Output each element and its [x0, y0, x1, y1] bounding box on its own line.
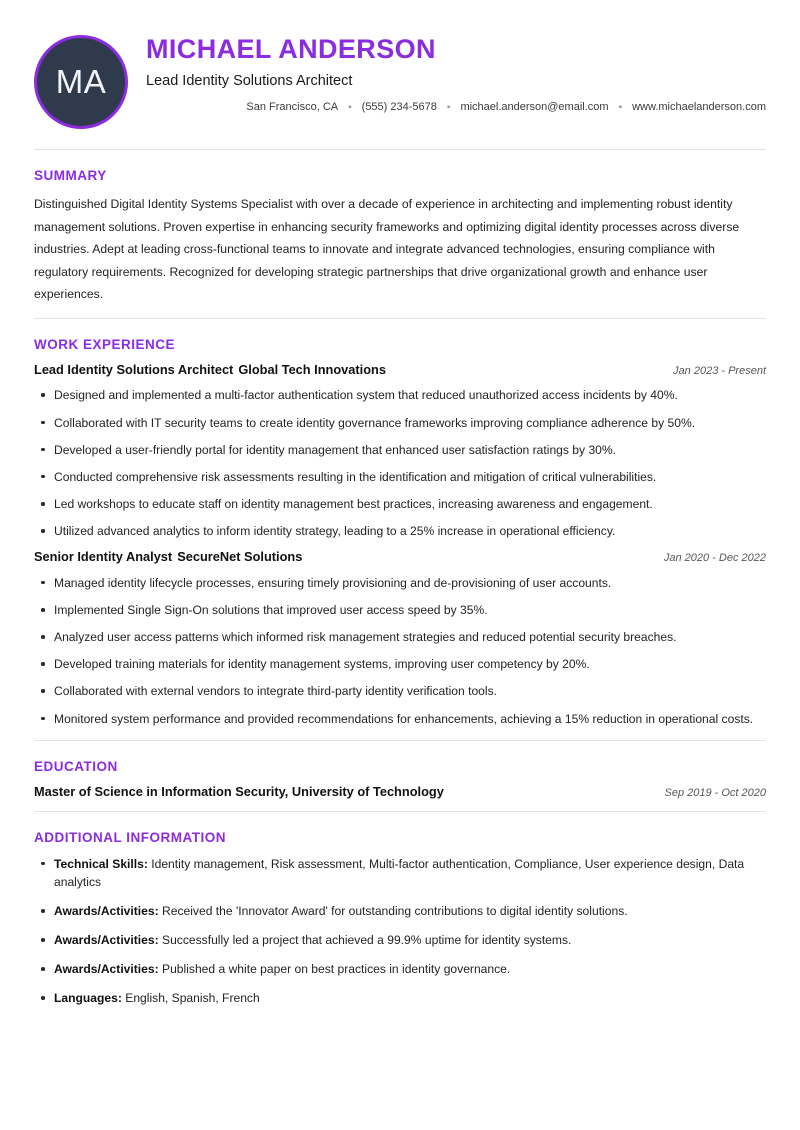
- experience-date-range: Jan 2020 - Dec 2022: [663, 552, 766, 565]
- experience-role: Lead Identity Solutions Architect: [34, 361, 234, 377]
- education-entry-header: [34, 784, 766, 799]
- experience-bullet: Collaborated with external vendors to integrate third-party identity verification tools.: [34, 682, 766, 700]
- contact-separator-icon: ▪: [618, 102, 623, 114]
- experience-company: Global Tech Innovations: [238, 361, 386, 377]
- education-degree: Master of Science in Information Security, University of Technology: [34, 783, 444, 799]
- education-entry: [34, 784, 766, 799]
- experience-bullet: Led workshops to educate staff on identity management best practices, increasing awareness and engagement.: [34, 495, 766, 513]
- additional-info-label: Languages:: [54, 991, 122, 1006]
- additional-info-value: English, Spanish, French: [125, 991, 260, 1006]
- experience-entry-header: [34, 549, 766, 566]
- additional-info-item: [34, 855, 766, 891]
- section-title-summary: SUMMARY: [34, 168, 107, 183]
- experience-date-range: Jan 2023 - Present: [673, 364, 766, 377]
- experience-bullet: Analyzed user access patterns which informed risk management strategies and reduced potential security breaches.: [34, 628, 766, 646]
- contact-separator-icon: ▪: [348, 102, 352, 114]
- education-date-range: Sep 2019 - Oct 2020: [664, 786, 766, 799]
- experience-bullet: Designed and implemented a multi-factor authentication system that reduced unauthorized access incidents by 40%.: [34, 386, 766, 404]
- additional-info-item: [34, 960, 766, 978]
- candidate-name: MICHAEL ANDERSON: [146, 34, 436, 64]
- section-title-additional-information: ADDITIONAL INFORMATION: [34, 829, 226, 845]
- experience-bullet: Managed identity lifecycle processes, ensuring timely provisioning and de-provisioning of user accounts.: [34, 574, 766, 592]
- experience-entry: [34, 549, 766, 727]
- experience-company: SecureNet Solutions: [177, 549, 303, 565]
- additional-info-item: [34, 989, 766, 1007]
- section-work-experience: [34, 319, 766, 728]
- experience-bullet: Implemented Single Sign-On solutions that improved user access speed by 35%.: [34, 601, 766, 619]
- experience-bullet: Collaborated with IT security teams to create identity governance frameworks improving compliance adherence by 50%.: [34, 414, 766, 432]
- contact-email[interactable]: michael.anderson@email.com: [460, 101, 609, 114]
- contact-phone[interactable]: (555) 234-5678: [361, 101, 437, 114]
- experience-bullet: Developed a user-friendly portal for identity management that enhanced user satisfaction ratings by 30%.: [34, 441, 766, 459]
- experience-entry-header: [34, 362, 766, 379]
- experience-bullet-list: [34, 574, 766, 728]
- experience-bullet: Developed training materials for identity management systems, improving user competency by 20%.: [34, 655, 766, 673]
- section-title-work-experience: WORK EXPERIENCE: [34, 336, 176, 352]
- experience-role-company: [34, 362, 400, 379]
- section-title-education: EDUCATION: [34, 758, 118, 774]
- avatar-initials: MA: [55, 63, 107, 100]
- summary-paragraph: Distinguished Digital Identity Systems Specialist with over a decade of experience in architecting and implementing robust identity management solutions. Proven expertise in enhancing security frameworks and optimizing digital identity processes across diverse industries. Adept at leading cross-functional teams to innovate and integrate advanced technologies, ensuring compliance with regulatory requirements. Recognized for developing strategic partnerships that drive organizational growth and enhance user experiences.: [34, 197, 740, 302]
- additional-info-label: Awards/Activities:: [54, 933, 159, 948]
- additional-info-list: [34, 855, 766, 1008]
- candidate-job-title: Lead Identity Solutions Architect: [146, 73, 353, 90]
- contact-website[interactable]: www.michaelanderson.com: [632, 101, 766, 114]
- experience-role: Senior Identity Analyst: [34, 549, 173, 565]
- experience-entry: [34, 362, 766, 540]
- contact-location: San Francisco, CA: [246, 101, 339, 114]
- additional-info-label: Technical Skills:: [54, 856, 148, 871]
- experience-role-company: [34, 549, 316, 566]
- section-summary: [34, 150, 766, 306]
- avatar: [34, 35, 128, 129]
- additional-info-label: Awards/Activities:: [54, 904, 159, 919]
- additional-info-value: Published a white paper on best practices in identity governance.: [162, 962, 511, 977]
- experience-bullet-list: [34, 386, 766, 540]
- additional-info-label: Awards/Activities:: [54, 962, 159, 977]
- resume-header: [34, 30, 766, 137]
- section-education: [34, 741, 766, 799]
- contact-separator-icon: ▪: [446, 102, 451, 114]
- additional-info-value: Identity management, Risk assessment, Multi-factor authentication, Compliance, User experience design, Data analytics: [54, 856, 745, 889]
- additional-info-item: [34, 931, 766, 949]
- experience-bullet: Conducted comprehensive risk assessments resulting in the identification and mitigation of critical vulnerabilities.: [34, 468, 766, 486]
- section-additional-information: [34, 812, 766, 1008]
- contact-info-row: [146, 100, 766, 115]
- additional-info-value: Received the 'Innovator Award' for outstanding contributions to digital identity solutions.: [162, 904, 628, 919]
- header-text-block: [128, 30, 766, 116]
- additional-info-item: [34, 902, 766, 920]
- experience-bullet: Monitored system performance and provided recommendations for enhancements, achieving a 15% reduction in operational costs.: [34, 710, 766, 728]
- experience-bullet: Utilized advanced analytics to inform identity strategy, leading to a 25% increase in operational efficiency.: [34, 522, 766, 540]
- additional-info-value: Successfully led a project that achieved a 99.9% uptime for identity systems.: [162, 933, 572, 948]
